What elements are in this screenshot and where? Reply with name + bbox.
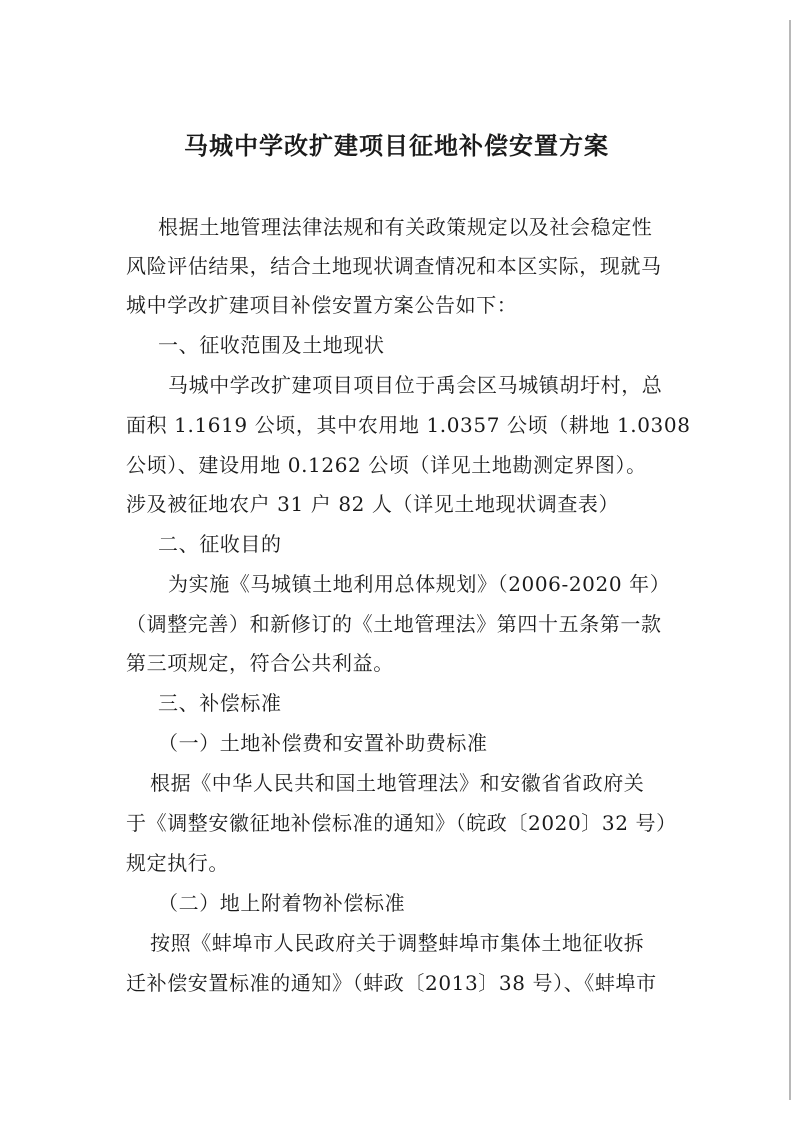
body-line: 马城中学改扩建项目项目位于禹会区马城镇胡圩村，总 [168, 373, 663, 397]
body-line: 迁补偿安置标准的通知》（蚌政〔2013〕38 号）、《蚌埠市 [126, 971, 657, 995]
body-line: 根据土地管理法律法规和有关政策规定以及社会稳定性 [158, 215, 653, 239]
body-line: 规定执行。 [126, 851, 229, 875]
body-line: 按照《蚌埠市人民政府关于调整蚌埠市集体土地征收拆 [150, 931, 645, 955]
scan-edge-line [789, 20, 791, 1100]
document-title: 马城中学改扩建项目征地补偿安置方案 [184, 132, 609, 160]
body-line: （调整完善）和新修订的《土地管理法》第四十五条第一款 [126, 612, 662, 636]
body-line: 第三项规定，符合公共利益。 [126, 651, 394, 675]
body-line: 为实施《马城镇土地利用总体规划》（2006-2020 年） [168, 572, 671, 596]
body-line: 涉及被征地农户 31 户 82 人（详见土地现状调查表） [126, 492, 620, 516]
subsection-heading: （二）地上附着物补偿标准 [158, 891, 406, 915]
body-line: 风险评估结果，结合土地现状调查情况和本区实际，现就马 [126, 254, 662, 278]
section-heading: 二、征收目的 [158, 532, 282, 556]
body-line: 公顷）、建设用地 0.1262 公顷（详见土地勘测定界图）。 [126, 453, 647, 477]
body-line: 根据《中华人民共和国土地管理法》和安徽省省政府关 [150, 771, 645, 795]
section-heading: 一、征收范围及土地现状 [158, 333, 385, 357]
subsection-heading: （一）土地补偿费和安置补助费标准 [158, 731, 488, 755]
section-heading: 三、补偿标准 [158, 691, 282, 715]
body-line: 城中学改扩建项目补偿安置方案公告如下： [126, 293, 518, 317]
body-line: 于《调整安徽征地补偿标准的通知》（皖政〔2020〕32 号） [126, 811, 677, 835]
body-line: 面积 1.1619 公顷，其中农用地 1.0357 公顷（耕地 1.0308 [126, 413, 691, 437]
